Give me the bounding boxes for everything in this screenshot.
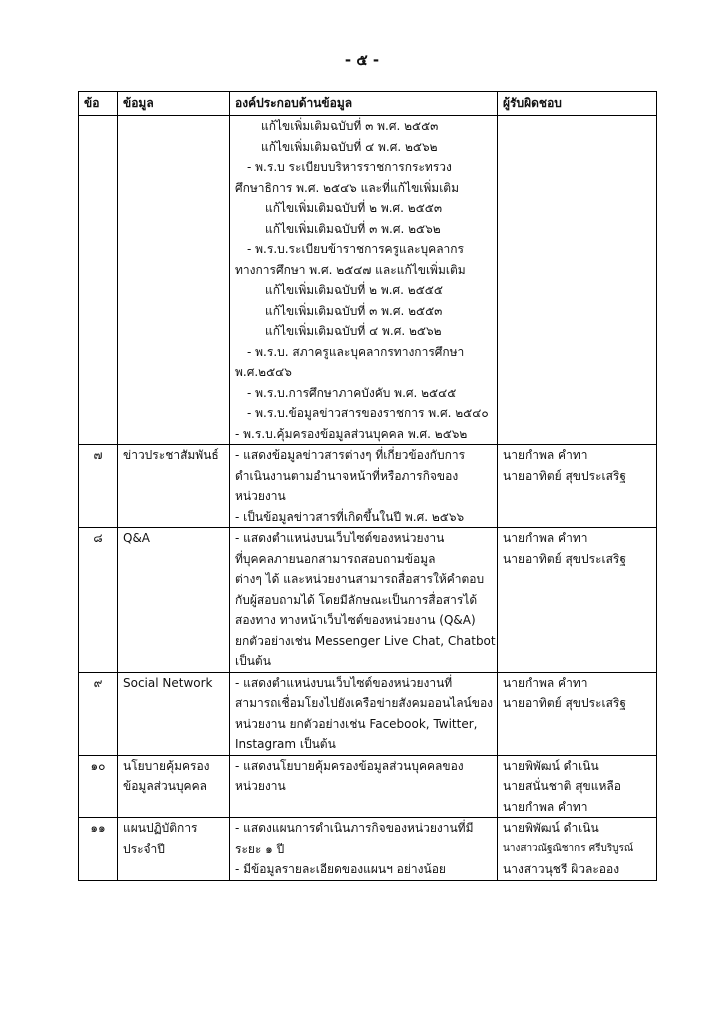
table-row-7	[79, 445, 657, 528]
cell-no: ๙	[79, 672, 118, 755]
text-line: พ.ศ.๒๕๔๖	[235, 365, 292, 379]
cell-no: ๗	[79, 445, 118, 528]
text-line: นายอาทิตย์ สุขประเสริฐ	[503, 551, 626, 566]
text-line: นายพิพัฒน์ ดำเนิน	[503, 821, 599, 835]
text-line: ที่บุคคลภายนอกสามารถสอบถามข้อมูล	[235, 551, 436, 566]
cell-elements	[230, 672, 498, 755]
cell-responsible	[498, 445, 657, 528]
cell-responsible	[498, 755, 657, 818]
cell-no	[79, 116, 118, 445]
text-line: ทางการศึกษา พ.ศ. ๒๕๔๗ และแก้ไขเพิ่มเติม	[235, 262, 466, 277]
text-line: ต่างๆ ได้ และหน่วยงานสามารถสื่อสารให้คำตอบ	[235, 572, 485, 586]
cell-elements	[230, 818, 498, 881]
text-line: ยกตัวอย่างเช่น Messenger Live Chat, Chatbot	[235, 633, 496, 648]
text-line: ประจำปี	[123, 841, 165, 856]
text-line: กับผู้สอบถามได้ โดยมีลักษณะเป็นการสื่อสารได้	[235, 592, 478, 607]
cell-responsible	[498, 528, 657, 673]
text-line: หน่วยงาน	[235, 489, 286, 503]
text-line: - แสดงนโยบายคุ้มครองข้อมูลส่วนบุคคลของ	[235, 758, 464, 773]
table-header-row	[79, 92, 657, 116]
text-line: หน่วยงาน	[235, 779, 286, 793]
text-line: แก้ไขเพิ่มเติมฉบับที่ ๓ พ.ศ. ๒๕๕๓	[261, 119, 439, 133]
cell-no: ๑๑	[79, 818, 118, 881]
text-line: แก้ไขเพิ่มเติมฉบับที่ ๔ พ.ศ. ๒๕๖๒	[261, 139, 438, 154]
table-row-10	[79, 755, 657, 818]
cell-responsible	[498, 116, 657, 445]
text-line: ข่าวประชาสัมพันธ์	[123, 448, 219, 462]
text-line: Instagram เป็นต้น	[235, 737, 336, 751]
cell-data	[118, 116, 230, 445]
text-line: นายกำพล คำทา	[503, 799, 588, 814]
table-row-8	[79, 528, 657, 673]
text-line: นางสาวนุชรี ผิวละออง	[503, 862, 620, 876]
cell-data	[118, 672, 230, 755]
text-line: แก้ไขเพิ่มเติมฉบับที่ ๔ พ.ศ. ๒๕๖๒	[265, 324, 442, 338]
text-line: ดำเนินงานตามอำนาจหน้าที่หรือภารกิจของ	[235, 468, 459, 483]
text-line: แก้ไขเพิ่มเติมฉบับที่ ๓ พ.ศ. ๒๕๕๓	[265, 303, 443, 318]
header-elements: องค์ประกอบด้านข้อมูล	[230, 92, 498, 116]
text-line: หน่วยงาน ยกตัวอย่างเช่น Facebook, Twitter,	[235, 716, 478, 731]
text-line: นายอาทิตย์ สุขประเสริฐ	[503, 468, 626, 483]
text-line: แก้ไขเพิ่มเติมฉบับที่ ๒ พ.ศ. ๒๕๕๕	[265, 283, 443, 297]
text-line: นายกำพล คำทา	[503, 531, 588, 545]
cell-data	[118, 445, 230, 528]
text-line: - พ.ร.บ ระเบียบบริหารราชการกระทรวง	[247, 160, 452, 174]
text-line: - แสดงตำแหน่งบนเว็บไซต์ของหน่วยงานที่	[235, 675, 453, 690]
text-line: นายพิพัฒน์ ดำเนิน	[503, 758, 599, 773]
header-no: ข้อ	[79, 92, 118, 116]
table-row-continued	[79, 116, 657, 445]
header-data: ข้อมูล	[118, 92, 230, 116]
table-row-9	[79, 672, 657, 755]
text-line: แผนปฏิบัติการ	[123, 821, 198, 835]
header-responsible: ผู้รับผิดชอบ	[498, 92, 657, 116]
text-line: ระยะ ๑ ปี	[235, 841, 285, 856]
text-line: เป็นต้น	[235, 654, 271, 668]
text-line: - แสดงแผนการดำเนินภารกิจของหน่วยงานที่มี	[235, 821, 474, 835]
text-line: นายสนั่นชาติ สุขแหลือ	[503, 779, 621, 793]
text-line: - เป็นข้อมูลข่าวสารที่เกิดขึ้นในปี พ.ศ. ๒๕๖๖	[235, 509, 465, 524]
text-line: - พ.ร.บ.การศึกษาภาคบังคับ พ.ศ. ๒๕๔๕	[247, 385, 457, 400]
text-line: สองทาง ทางหน้าเว็บไซต์ของหน่วยงาน (Q&A)	[235, 613, 476, 627]
text-line: นายกำพล คำทา	[503, 675, 588, 690]
cell-elements	[230, 528, 498, 673]
text-line: Social Network	[123, 675, 213, 690]
table-row-11	[79, 818, 657, 881]
text-line: Q&A	[123, 531, 151, 545]
page-number: - ๕ -	[344, 51, 380, 69]
text-line: นโยบายคุ้มครอง	[123, 758, 210, 773]
cell-data	[118, 755, 230, 818]
data-elements-table	[78, 91, 657, 881]
text-line: นางสาวณัฐณิชากร ศรีบริบูรณ์	[503, 842, 634, 854]
text-line: แก้ไขเพิ่มเติมฉบับที่ ๒ พ.ศ. ๒๕๕๓	[265, 201, 443, 215]
cell-no: ๘	[79, 528, 118, 673]
text-line: สามารถเชื่อมโยงไปยังเครือข่ายสังคมออนไลน์ของ	[235, 696, 494, 710]
cell-responsible	[498, 672, 657, 755]
cell-elements	[230, 445, 498, 528]
text-line: - มีข้อมูลรายละเอียดของแผนฯ อย่างน้อย	[235, 862, 446, 876]
text-line: - พ.ร.บ. สภาครูและบุคลากรทางการศึกษา	[247, 344, 465, 359]
cell-data	[118, 528, 230, 673]
cell-elements	[230, 755, 498, 818]
text-line: - พ.ร.บ.ข้อมูลข่าวสารของราชการ พ.ศ. ๒๕๔๐	[247, 406, 489, 420]
text-line: ศึกษาธิการ พ.ศ. ๒๕๔๖ และที่แก้ไขเพิ่มเติม	[235, 180, 460, 195]
text-line: นายอาทิตย์ สุขประเสริฐ	[503, 696, 626, 710]
text-line: - พ.ร.บ.คุ้มครองข้อมูลส่วนบุคคล พ.ศ. ๒๕๖๒	[235, 426, 468, 441]
text-line: นายกำพล คำทา	[503, 448, 588, 462]
cell-elements	[230, 116, 498, 445]
text-line: ข้อมูลส่วนบุคคล	[123, 779, 207, 793]
cell-data	[118, 818, 230, 881]
text-line: - แสดงตำแหน่งบนเว็บไซต์ของหน่วยงาน	[235, 531, 445, 545]
cell-no: ๑๐	[79, 755, 118, 818]
text-line: แก้ไขเพิ่มเติมฉบับที่ ๓ พ.ศ. ๒๕๖๒	[265, 221, 441, 236]
text-line: - แสดงข้อมูลข่าวสารต่างๆ ที่เกี่ยวข้องกับการ	[235, 448, 466, 462]
text-line: - พ.ร.บ.ระเบียบข้าราชการครูและบุคลากร	[247, 242, 464, 256]
cell-responsible	[498, 818, 657, 881]
